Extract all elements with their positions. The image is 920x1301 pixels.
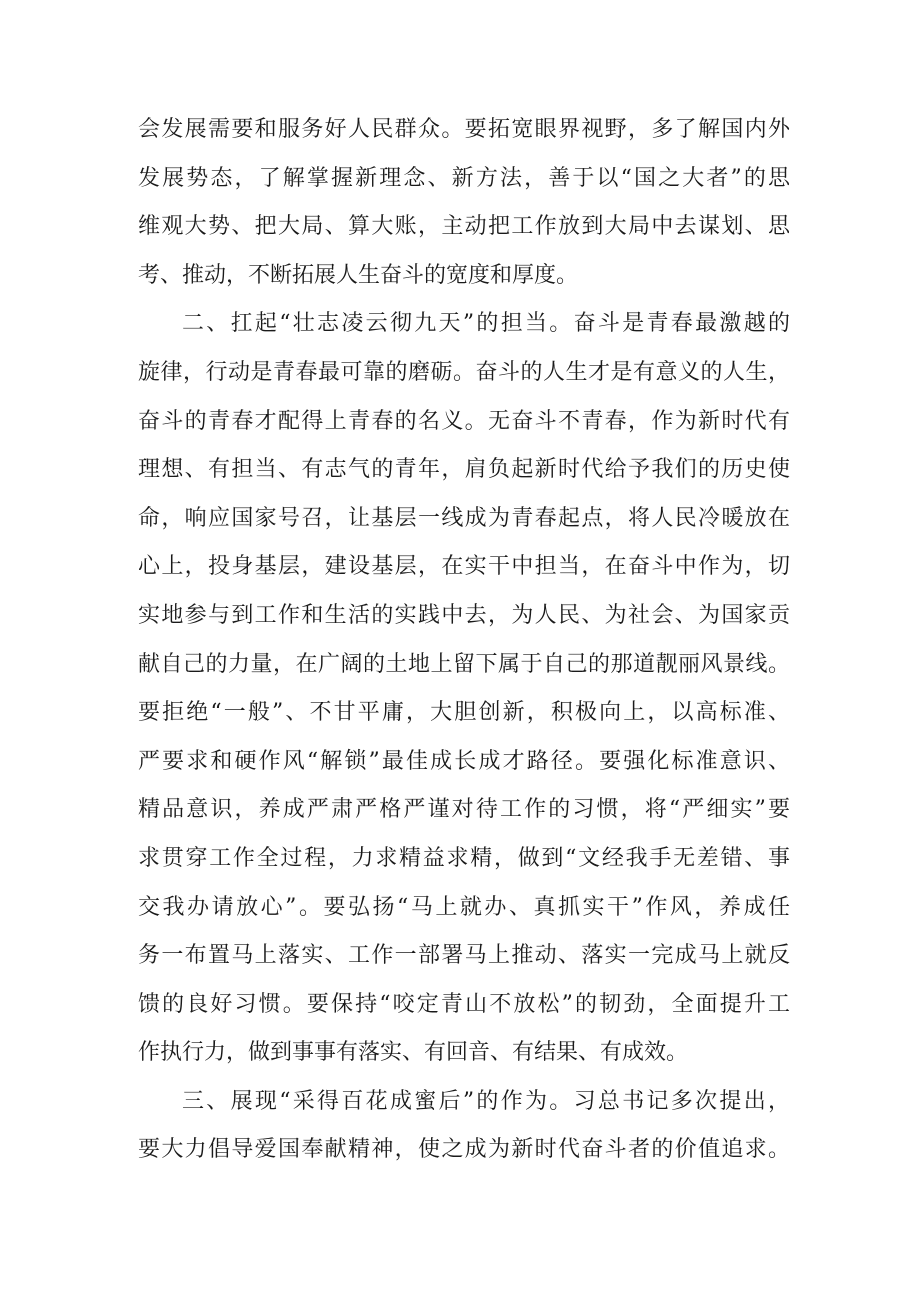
text-line: 心上，投身基层，建设基层，在实干中担当，在奋斗中作为，切 xyxy=(138,554,790,580)
text-line: 务一布置马上落实、工作一部署马上推动、落实一完成马上就反 xyxy=(138,943,790,969)
text-line: 献自己的力量，在广阔的土地上留下属于自己的那道靓丽风景线。 xyxy=(138,651,790,677)
text-line: 精品意识，养成严肃严格严谨对待工作的习惯，将“严细实”要 xyxy=(138,797,790,823)
text-line: 发展势态，了解掌握新理念、新方法，善于以“国之大者”的思 xyxy=(138,165,790,191)
text-line: 交我办请放心”。要弘扬“马上就办、真抓实干”作风，养成任 xyxy=(138,894,790,920)
text-line: 作执行力，做到事事有落实、有回音、有结果、有成效。 xyxy=(138,1040,689,1066)
text-line: 考、推动，不断拓展人生奋斗的宽度和厚度。 xyxy=(138,262,579,288)
text-line: 命，响应国家号召，让基层一线成为青春起点，将人民冷暖放在 xyxy=(138,505,790,531)
section-heading-line: 三、展现“采得百花成蜜后”的作为。习总书记多次提出， xyxy=(182,1088,790,1114)
text-line: 馈的良好习惯。要保持“咬定青山不放松”的韧劲，全面提升工 xyxy=(138,991,790,1017)
text-line: 奋斗的青春才配得上青春的名义。无奋斗不青春，作为新时代有 xyxy=(138,408,790,434)
text-line: 求贯穿工作全过程，力求精益求精，做到“文经我手无差错、事 xyxy=(138,845,790,871)
text-line: 严要求和硬作风“解锁”最佳成长成才路径。要强化标准意识、 xyxy=(138,748,790,774)
text-line: 会发展需要和服务好人民群众。要拓宽眼界视野，多了解国内外 xyxy=(138,117,790,142)
text-line: 实地参与到工作和生活的实践中去，为人民、为社会、为国家贡 xyxy=(138,602,790,628)
text-line: 要大力倡导爱国奉献精神，使之成为新时代奋斗者的价值追求。 xyxy=(138,1137,790,1163)
section-heading-line: 二、扛起“壮志凌云彻九天”的担当。奋斗是青春最激越的 xyxy=(182,311,790,337)
text-line: 要拒绝“一般”、不甘平庸，大胆创新，积极向上，以高标准、 xyxy=(138,700,790,726)
text-line: 理想、有担当、有志气的青年，肩负起新时代给予我们的历史使 xyxy=(138,457,790,483)
text-line: 旋律，行动是青春最可靠的磨砺。奋斗的人生才是有意义的人生， xyxy=(138,359,790,385)
text-line: 维观大势、把大局、算大账，主动把工作放到大局中去谋划、思 xyxy=(138,214,790,240)
document-body xyxy=(138,106,790,1175)
